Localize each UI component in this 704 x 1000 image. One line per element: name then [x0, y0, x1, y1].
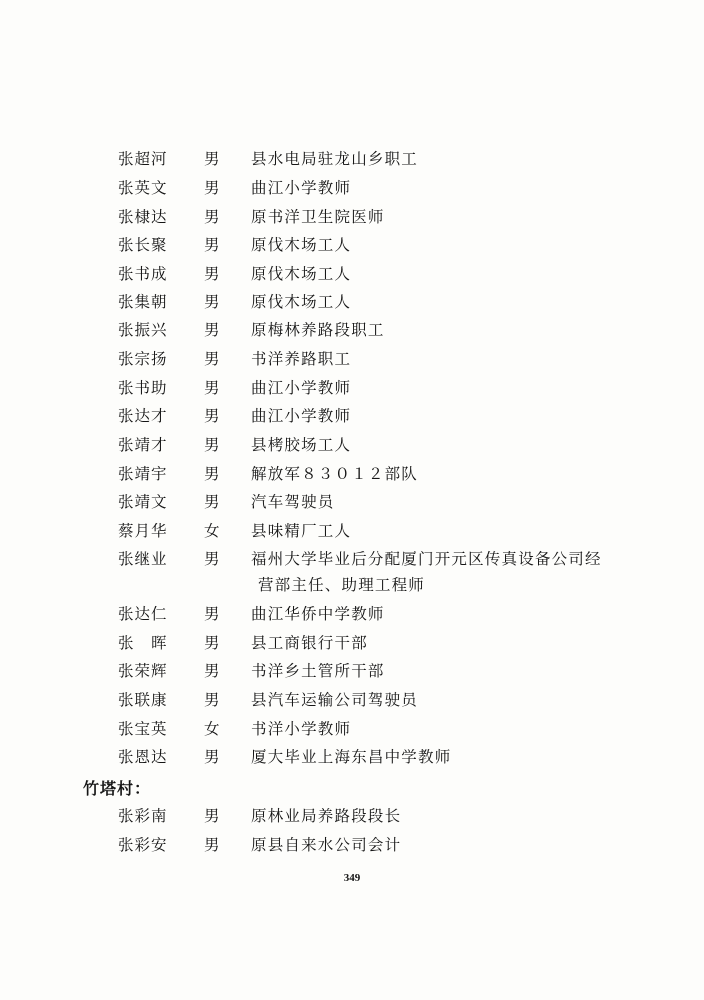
person-description: 原伐木场工人 [251, 265, 352, 283]
person-name: 张 晖 [118, 634, 168, 652]
list-item [0, 346, 704, 372]
list-item [0, 630, 704, 656]
person-name: 张恩达 [118, 748, 168, 766]
person-gender: 男 [204, 236, 220, 254]
person-name: 蔡月华 [118, 522, 168, 540]
list-item [0, 518, 704, 544]
person-description: 福州大学毕业后分配厦门开元区传真设备公司经 [251, 550, 602, 568]
list-item [0, 204, 704, 230]
list-item [0, 803, 704, 829]
person-name: 张英文 [118, 179, 168, 197]
person-name: 张靖宇 [118, 465, 168, 483]
list-item [0, 375, 704, 401]
person-gender: 男 [204, 293, 220, 311]
person-description: 原县自来水公司会计 [251, 836, 402, 854]
person-description: 汽车驾驶员 [251, 493, 335, 511]
person-gender: 男 [204, 350, 220, 368]
person-name: 张棣达 [118, 208, 168, 226]
person-gender: 男 [204, 691, 220, 709]
person-name: 张宗扬 [118, 350, 168, 368]
person-gender: 男 [204, 265, 220, 283]
person-name: 张书成 [118, 265, 168, 283]
list-item [0, 716, 704, 742]
person-description: 曲江小学教师 [251, 407, 352, 425]
person-gender: 男 [204, 807, 220, 825]
person-gender: 男 [204, 150, 220, 168]
list-item [0, 146, 704, 172]
person-description: 曲江小学教师 [251, 179, 352, 197]
page-number: 349 [343, 872, 361, 884]
person-gender: 男 [204, 748, 220, 766]
person-description: 原伐木场工人 [251, 236, 352, 254]
person-name: 张彩南 [118, 807, 168, 825]
person-name: 张宝英 [118, 720, 168, 738]
list-item [0, 317, 704, 343]
person-description: 原林业局养路段段长 [251, 807, 402, 825]
list-item [0, 403, 704, 429]
person-description: 解放军８３０１２部队 [251, 465, 419, 483]
section-heading: 竹塔村： [83, 779, 152, 798]
list-item [0, 489, 704, 515]
person-gender: 男 [204, 634, 220, 652]
list-item [0, 175, 704, 201]
person-gender: 男 [204, 379, 220, 397]
list-item [0, 432, 704, 458]
person-gender: 男 [204, 605, 220, 623]
list-item-continuation [0, 572, 704, 598]
person-description: 厦大毕业上海东昌中学教师 [251, 748, 452, 766]
person-gender: 女 [204, 720, 220, 738]
list-item [0, 232, 704, 258]
person-gender: 男 [204, 662, 220, 680]
list-item [0, 832, 704, 858]
person-description: 县水电局驻龙山乡职工 [251, 150, 419, 168]
person-description: 原伐木场工人 [251, 293, 352, 311]
person-name: 张继业 [118, 550, 168, 568]
person-description: 县工商银行干部 [251, 634, 368, 652]
person-gender: 男 [204, 836, 220, 854]
person-name: 张荣辉 [118, 662, 168, 680]
person-gender: 男 [204, 465, 220, 483]
person-description: 县味精厂工人 [251, 522, 352, 540]
person-name: 张超河 [118, 150, 168, 168]
person-description: 县汽车运输公司驾驶员 [251, 691, 419, 709]
person-description: 曲江华侨中学教师 [251, 605, 385, 623]
person-description: 书洋养路职工 [251, 350, 352, 368]
person-name: 张靖才 [118, 436, 168, 454]
list-item [0, 744, 704, 770]
list-item [0, 658, 704, 684]
person-description: 原梅林养路段职工 [251, 321, 385, 339]
person-gender: 女 [204, 522, 220, 540]
person-description: 书洋小学教师 [251, 720, 352, 738]
person-name: 张振兴 [118, 321, 168, 339]
person-gender: 男 [204, 493, 220, 511]
list-item [0, 546, 704, 572]
person-name: 张书助 [118, 379, 168, 397]
person-gender: 男 [204, 179, 220, 197]
person-description: 书洋乡土管所干部 [251, 662, 385, 680]
person-gender: 男 [204, 321, 220, 339]
person-gender: 男 [204, 550, 220, 568]
list-item [0, 601, 704, 627]
person-name: 张长聚 [118, 236, 168, 254]
list-item [0, 687, 704, 713]
person-name: 张彩安 [118, 836, 168, 854]
list-item [0, 261, 704, 287]
person-name: 张达仁 [118, 605, 168, 623]
person-gender: 男 [204, 407, 220, 425]
person-name: 张集朝 [118, 293, 168, 311]
person-description: 县栲胶场工人 [251, 436, 352, 454]
list-item [0, 289, 704, 315]
person-name: 张靖文 [118, 493, 168, 511]
person-description-continued: 营部主任、助理工程师 [258, 576, 426, 594]
person-description: 曲江小学教师 [251, 379, 352, 397]
person-gender: 男 [204, 436, 220, 454]
list-item [0, 461, 704, 487]
person-gender: 男 [204, 208, 220, 226]
person-description: 原书洋卫生院医师 [251, 208, 385, 226]
person-name: 张联康 [118, 691, 168, 709]
person-name: 张达才 [118, 407, 168, 425]
